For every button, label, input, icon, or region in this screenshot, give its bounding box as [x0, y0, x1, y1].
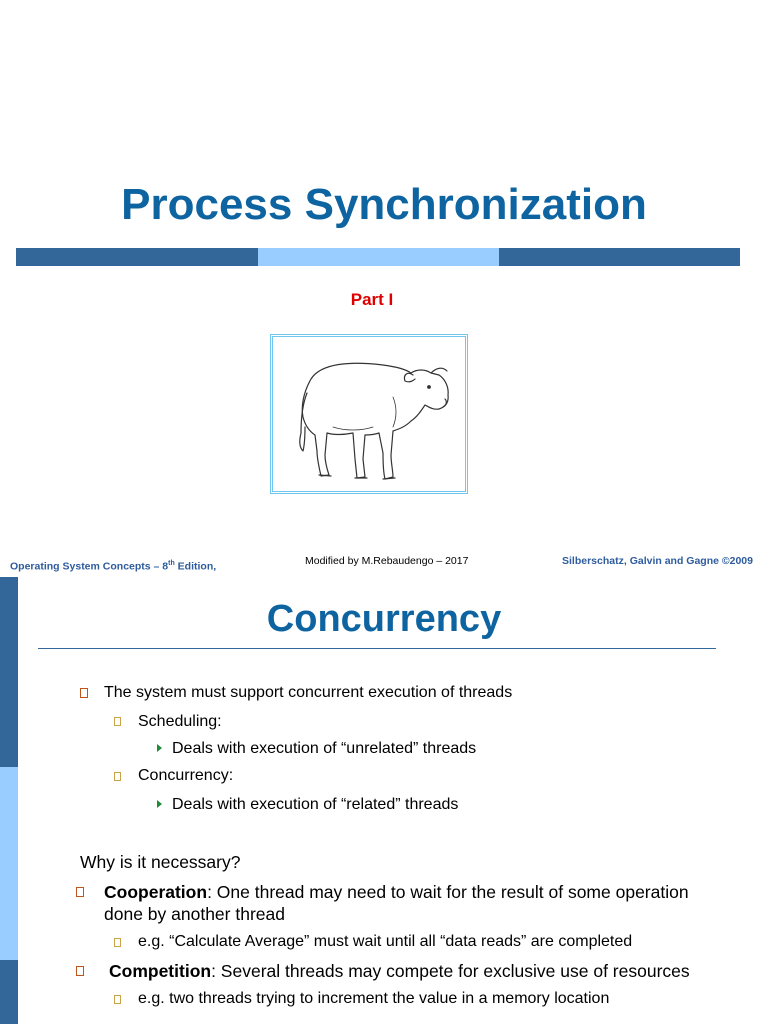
title-bar-right [499, 248, 740, 266]
competition-text: Competition: Several threads may compete for exclusive use of resources [109, 961, 690, 981]
calf-image-frame [270, 334, 468, 494]
sub-bullet-square-icon [114, 995, 121, 1004]
calf-icon [273, 337, 465, 491]
detail-text: Deals with execution of “unrelated” threads [172, 740, 477, 757]
detail-text: Deals with execution of “related” threads [172, 796, 459, 813]
title-bar-middle [258, 248, 499, 266]
side-bar-bottom [0, 960, 18, 1024]
sub-bullet-square-icon [114, 717, 121, 726]
bullet-square-icon [80, 688, 88, 698]
side-bar-middle [0, 767, 18, 960]
slide2-title: Concurrency [266, 598, 502, 640]
cooperation-text-continued: done by another thread [104, 904, 285, 924]
footer-copyright: Silberschatz, Galvin and Gagne ©2009 [562, 555, 753, 567]
slide-title: Process Synchronization [121, 180, 647, 229]
sub-bullet-text: Concurrency: [138, 767, 234, 784]
title-bar-left [16, 248, 258, 266]
slide-subtitle: Part I [350, 290, 394, 309]
triangle-bullet-icon [157, 800, 162, 808]
bullet-square-icon [76, 966, 84, 976]
sub-bullet-text: Scheduling: [138, 713, 222, 730]
bullet-square-icon [76, 887, 84, 897]
cooperation-text: Cooperation: One thread may need to wait for the result of some operation [104, 882, 689, 902]
footer-modified-by: Modified by M.Rebaudengo – 2017 [305, 555, 469, 567]
cooperation-example: e.g. “Calculate Average” must wait until all “data reads” are completed [138, 933, 633, 950]
footer-book-title: Operating System Concepts – 8th Edition, [10, 560, 217, 573]
sub-bullet-square-icon [114, 938, 121, 947]
question-text: Why is it necessary? [80, 852, 241, 872]
title-underline [38, 648, 716, 649]
competition-example: e.g. two threads trying to increment the value in a memory location [138, 990, 610, 1007]
triangle-bullet-icon [157, 744, 162, 752]
sub-bullet-square-icon [114, 772, 121, 781]
bullet-text: The system must support concurrent execution of threads [104, 684, 513, 701]
